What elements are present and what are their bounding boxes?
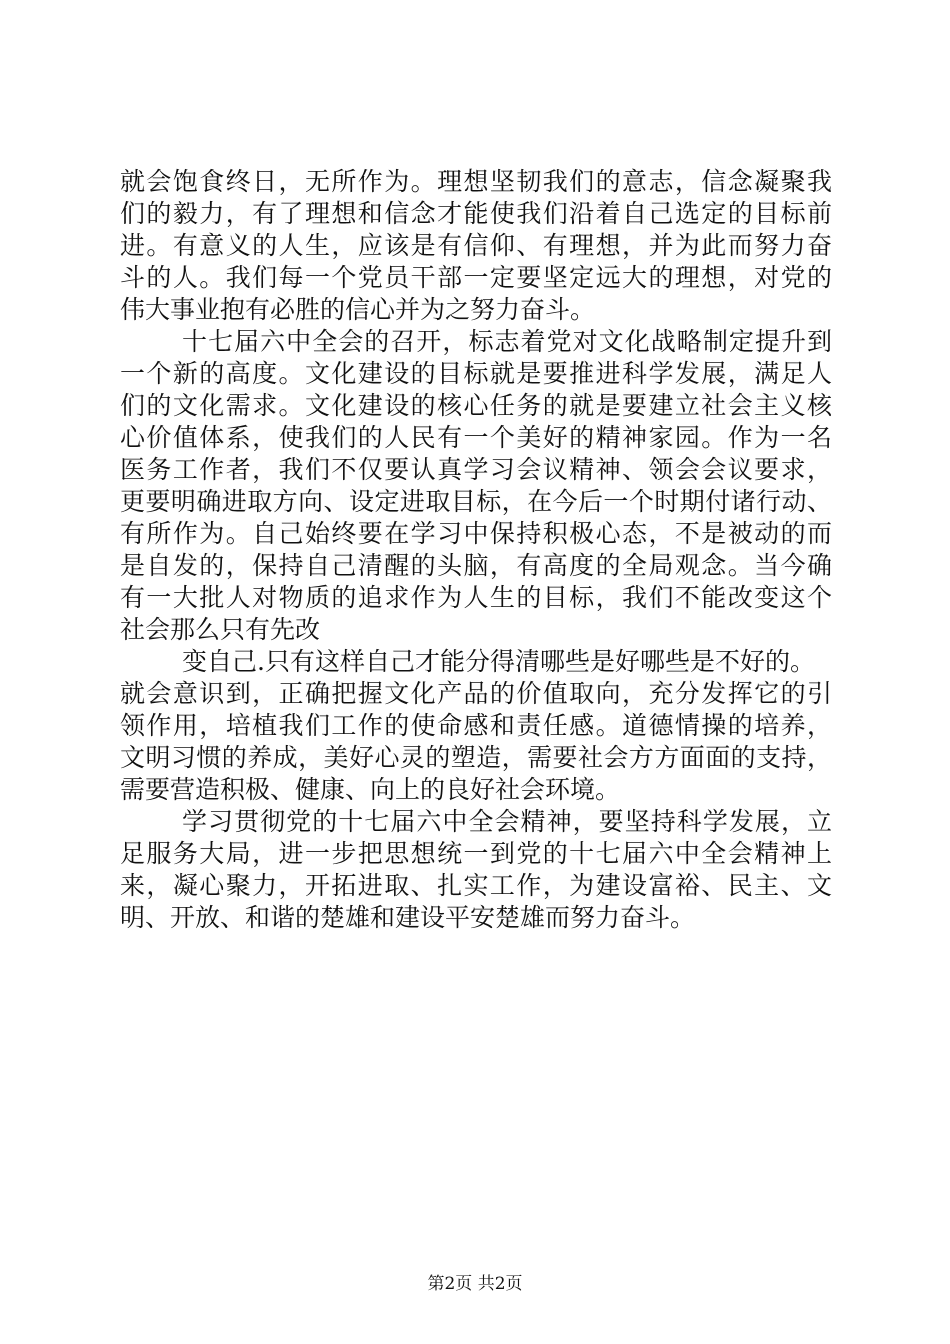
text-line: 足服务大局，进一步把思想统一到党的十七届六中全会精神上	[120, 839, 832, 868]
text-line: 就会饱食终日，无所作为。理想坚韧我们的意志，信念凝聚我	[120, 167, 832, 196]
text-line: 更要明确进取方向、设定进取目标，在今后一个时期付诸行动、	[120, 487, 832, 516]
text-line: 们的文化需求。文化建设的核心任务的就是要建立社会主义核	[120, 391, 832, 420]
text-line: 医务工作者，我们不仅要认真学习会议精神、领会会议要求，	[120, 455, 832, 484]
text-line: 文明习惯的养成，美好心灵的塑造，需要社会方方面面的支持，	[120, 743, 832, 772]
text-line: 就会意识到，正确把握文化产品的价值取向，充分发挥它的引	[120, 679, 832, 708]
text-line: 一个新的高度。文化建设的目标就是要推进科学发展，满足人	[120, 359, 832, 388]
text-line: 们的毅力，有了理想和信念才能使我们沿着自己选定的目标前	[120, 199, 832, 228]
text-line: 伟大事业抱有必胜的信心并为之努力奋斗。	[120, 295, 596, 324]
text-line: 进。有意义的人生，应该是有信仰、有理想，并为此而努力奋	[120, 231, 832, 260]
text-line: 斗的人。我们每一个党员干部一定要坚定远大的理想，对党的	[120, 263, 832, 292]
page-footer: 第2页 共2页	[427, 1274, 523, 1294]
text-line: 明、开放、和谐的楚雄和建设平安楚雄而努力奋斗。	[120, 903, 696, 932]
body-text	[120, 166, 832, 934]
text-line: 领作用，培植我们工作的使命感和责任感。道德情操的培养，	[120, 711, 832, 740]
text-line: 变自己.只有这样自己才能分得清哪些是好哪些是不好的。	[182, 647, 815, 676]
text-line: 是自发的，保持自己清醒的头脑，有高度的全局观念。当今确	[120, 551, 832, 580]
text-line: 学习贯彻党的十七届六中全会精神，要坚持科学发展，立	[182, 807, 832, 836]
text-line: 需要营造积极、健康、向上的良好社会环境。	[120, 775, 621, 804]
text-line: 心价值体系，使我们的人民有一个美好的精神家园。作为一名	[120, 423, 832, 452]
text-line: 社会那么只有先改	[120, 615, 321, 644]
text-line: 有所作为。自己始终要在学习中保持积极心态，不是被动的而	[120, 519, 832, 548]
text-line: 来，凝心聚力，开拓进取、扎实工作，为建设富裕、民主、文	[120, 871, 832, 900]
text-line: 有一大批人对物质的追求作为人生的目标，我们不能改变这个	[120, 583, 832, 612]
text-line: 十七届六中全会的召开，标志着党对文化战略制定提升到	[182, 327, 832, 356]
